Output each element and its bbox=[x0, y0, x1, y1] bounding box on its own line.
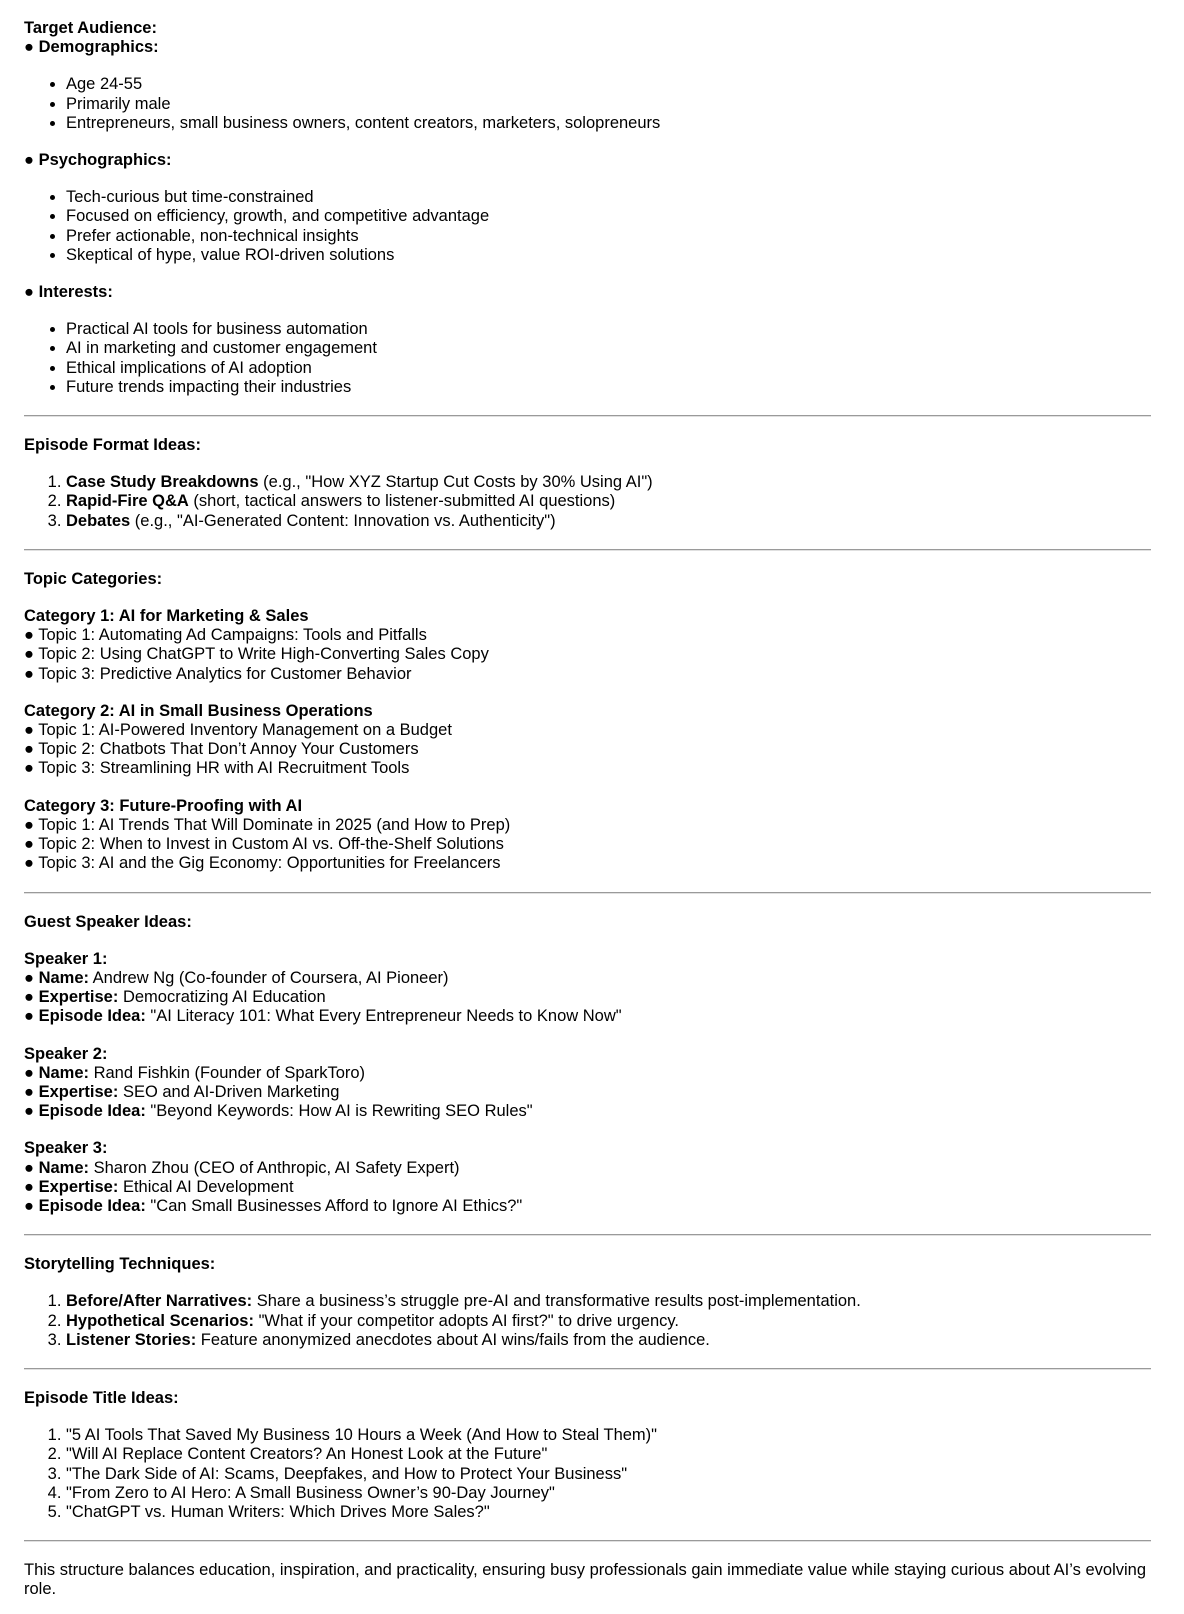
section-divider bbox=[24, 1234, 1151, 1236]
list-item: • AI in marketing and customer engagement bbox=[66, 339, 1151, 358]
speaker-title: Speaker 1: bbox=[24, 949, 108, 968]
list-item: 3. "The Dark Side of AI: Scams, Deepfakes, and How to Protect Your Business" bbox=[66, 1465, 1151, 1484]
section-heading: Topic Categories: bbox=[24, 569, 163, 588]
speaker-episode-idea: ● Episode Idea: "Can Small Businesses Afford to Ignore AI Ethics?" bbox=[24, 1196, 523, 1215]
section-divider bbox=[24, 549, 1151, 551]
list-item: 5. "ChatGPT vs. Human Writers: Which Drives More Sales?" bbox=[66, 1503, 1151, 1522]
guest-speakers-section bbox=[24, 913, 1151, 1217]
section-divider bbox=[24, 1540, 1151, 1542]
list-item: 1. Before/After Narratives: Share a business’s struggle pre-AI and transformative results post-implementation. bbox=[66, 1292, 1151, 1311]
category-title: Category 2: AI in Small Business Operations bbox=[24, 701, 373, 720]
section-heading: Target Audience: bbox=[24, 19, 157, 37]
category-block bbox=[24, 797, 1151, 874]
topic-item: ● Topic 1: Automating Ad Campaigns: Tools and Pitfalls bbox=[24, 626, 427, 645]
target-audience-section bbox=[24, 19, 1151, 397]
list-item: 2. "Will AI Replace Content Creators? An Honest Look at the Future" bbox=[66, 1445, 1151, 1464]
list-item: • Future trends impacting their industries bbox=[66, 378, 1151, 397]
speaker-name: ● Name: Rand Fishkin (Founder of SparkToro) bbox=[24, 1063, 366, 1082]
category-title: Category 3: Future-Proofing with AI bbox=[24, 796, 303, 815]
topic-item: ● Topic 3: Predictive Analytics for Customer Behavior bbox=[24, 664, 412, 683]
closing-paragraph: This structure balances education, inspiration, and practicality, ensuring busy professionals gain immediate value while staying curious about AI’s evolving role. bbox=[24, 1561, 1146, 1599]
speaker-expertise: ● Expertise: Democratizing AI Education bbox=[24, 988, 326, 1007]
section-divider bbox=[24, 892, 1151, 894]
list-item: 3. Listener Stories: Feature anonymized anecdotes about AI wins/fails from the audience. bbox=[66, 1331, 1151, 1350]
storytelling-section bbox=[24, 1255, 1151, 1350]
list-item: • Primarily male bbox=[66, 95, 1151, 114]
episode-titles-section bbox=[24, 1389, 1151, 1522]
list-item: • Ethical implications of AI adoption bbox=[66, 359, 1151, 378]
list-item: • Age 24-55 bbox=[66, 75, 1151, 94]
speaker-title: Speaker 3: bbox=[24, 1139, 108, 1158]
speaker-block bbox=[24, 1139, 1151, 1216]
list-item: 2. Rapid-Fire Q&A (short, tactical answers to listener-submitted AI questions) bbox=[66, 492, 1151, 511]
speaker-name: ● Name: Andrew Ng (Co-founder of Coursera, AI Pioneer) bbox=[24, 968, 449, 987]
list-item: 3. Debates (e.g., "AI-Generated Content: Innovation vs. Authenticity") bbox=[66, 512, 1151, 531]
topic-categories-section bbox=[24, 570, 1151, 874]
category-title: Category 1: AI for Marketing & Sales bbox=[24, 607, 309, 626]
topic-item: ● Topic 2: When to Invest in Custom AI vs. Off-the-Shelf Solutions bbox=[24, 835, 504, 854]
audience-group-label: ● Interests: bbox=[24, 283, 113, 302]
speaker-expertise: ● Expertise: Ethical AI Development bbox=[24, 1177, 294, 1196]
category-block bbox=[24, 607, 1151, 684]
list-item: • Entrepreneurs, small business owners, content creators, marketers, solopreneurs bbox=[66, 114, 1151, 133]
list-item: • Prefer actionable, non-technical insights bbox=[66, 227, 1151, 246]
storytelling-list bbox=[24, 1292, 1151, 1350]
section-heading: Episode Title Ideas: bbox=[24, 1388, 179, 1407]
list-item: • Tech-curious but time-constrained bbox=[66, 188, 1151, 207]
audience-group-list bbox=[24, 188, 1151, 265]
list-item: 2. Hypothetical Scenarios: "What if your competitor adopts AI first?" to drive urgency. bbox=[66, 1312, 1151, 1331]
audience-group-list bbox=[24, 75, 1151, 133]
speaker-title: Speaker 2: bbox=[24, 1044, 108, 1063]
topic-item: ● Topic 1: AI Trends That Will Dominate in 2025 (and How to Prep) bbox=[24, 815, 511, 834]
section-divider bbox=[24, 415, 1151, 417]
speaker-block bbox=[24, 1045, 1151, 1122]
list-item: 4. "From Zero to AI Hero: A Small Business Owner’s 90-Day Journey" bbox=[66, 1484, 1151, 1503]
speaker-block bbox=[24, 950, 1151, 1027]
speaker-name: ● Name: Sharon Zhou (CEO of Anthropic, AI Safety Expert) bbox=[24, 1158, 460, 1177]
speaker-expertise: ● Expertise: SEO and AI-Driven Marketing bbox=[24, 1082, 340, 1101]
audience-group-label: ● Demographics: bbox=[24, 38, 159, 57]
title-list bbox=[24, 1426, 1151, 1522]
list-item: • Skeptical of hype, value ROI-driven solutions bbox=[66, 246, 1151, 265]
format-list bbox=[24, 473, 1151, 531]
section-heading: Episode Format Ideas: bbox=[24, 436, 201, 455]
list-item: • Practical AI tools for business automation bbox=[66, 320, 1151, 339]
topic-item: ● Topic 1: AI-Powered Inventory Management on a Budget bbox=[24, 721, 452, 740]
section-heading: Guest Speaker Ideas: bbox=[24, 912, 192, 931]
list-item: 1. Case Study Breakdowns (e.g., "How XYZ Startup Cut Costs by 30% Using AI") bbox=[66, 473, 1151, 492]
audience-group-label: ● Psychographics: bbox=[24, 151, 172, 170]
topic-item: ● Topic 3: AI and the Gig Economy: Opportunities for Freelancers bbox=[24, 854, 501, 873]
episode-format-section bbox=[24, 436, 1151, 531]
speaker-episode-idea: ● Episode Idea: "AI Literacy 101: What Every Entrepreneur Needs to Know Now" bbox=[24, 1007, 622, 1026]
topic-item: ● Topic 2: Chatbots That Don’t Annoy Your Customers bbox=[24, 740, 419, 759]
topic-item: ● Topic 2: Using ChatGPT to Write High-Converting Sales Copy bbox=[24, 645, 489, 664]
list-item: 1. "5 AI Tools That Saved My Business 10 Hours a Week (And How to Steal Them)" bbox=[66, 1426, 1151, 1445]
audience-group-list bbox=[24, 320, 1151, 397]
topic-item: ● Topic 3: Streamlining HR with AI Recruitment Tools bbox=[24, 759, 410, 778]
speaker-episode-idea: ● Episode Idea: "Beyond Keywords: How AI is Rewriting SEO Rules" bbox=[24, 1102, 533, 1121]
section-heading: Storytelling Techniques: bbox=[24, 1255, 216, 1274]
category-block bbox=[24, 702, 1151, 779]
section-divider bbox=[24, 1368, 1151, 1370]
list-item: • Focused on efficiency, growth, and competitive advantage bbox=[66, 207, 1151, 226]
